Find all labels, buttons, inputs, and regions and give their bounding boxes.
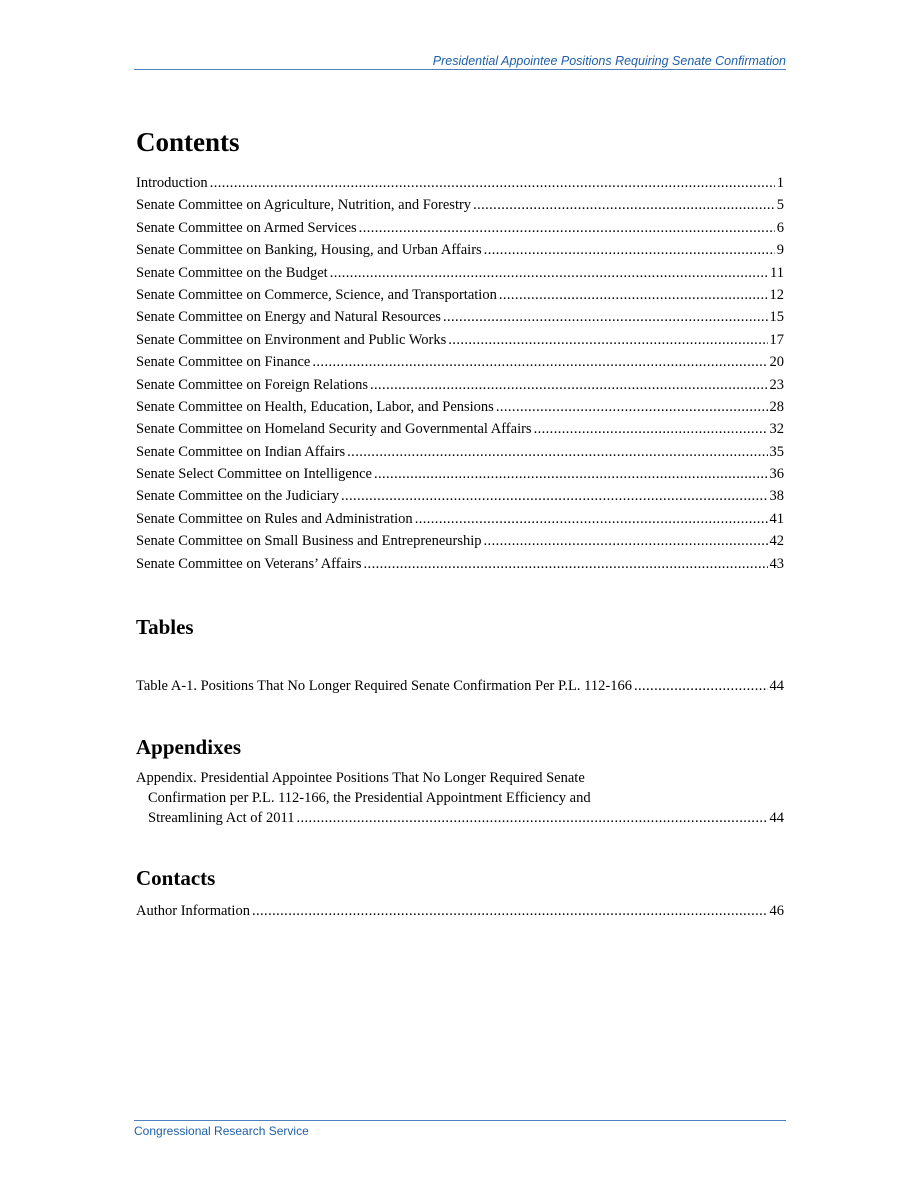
toc-entry-label: Senate Committee on Health, Education, Labor, and Pensions [136, 398, 494, 415]
dot-leader [341, 485, 768, 507]
toc-entry-label: Senate Committee on Commerce, Science, and Transportation [136, 286, 497, 303]
dot-leader [312, 351, 767, 373]
toc-entry-page: 11 [770, 264, 784, 281]
dot-leader [347, 441, 767, 463]
contents-list [136, 172, 784, 575]
toc-entry-label: Introduction [136, 175, 208, 191]
dot-leader [359, 217, 775, 239]
page-footer [134, 1120, 786, 1138]
toc-entry-label: Senate Committee on Environment and Public Works [136, 331, 447, 348]
toc-entry-label: Senate Committee on Veterans’ Affairs [136, 555, 362, 572]
toc-entry[interactable] [136, 675, 784, 697]
toc-entry-page: 36 [769, 466, 784, 483]
toc-entry-page: 6 [776, 219, 784, 236]
toc-entry-label: Senate Committee on Homeland Security and Governmental Affairs [136, 421, 532, 438]
dot-leader [443, 306, 768, 328]
toc-entry-page: 9 [776, 242, 784, 259]
toc-entry-page: 5 [776, 197, 784, 214]
toc-entry-page: 46 [769, 903, 784, 920]
dot-leader [499, 284, 768, 306]
dot-leader [364, 553, 768, 575]
running-header [134, 53, 786, 70]
dot-leader [370, 374, 768, 396]
toc-entry[interactable] [136, 508, 784, 530]
toc-entry-page: 42 [769, 533, 784, 550]
toc-entry-last-line [136, 809, 784, 829]
toc-entry-label: Senate Committee on Energy and Natural Resources [136, 309, 441, 326]
dot-leader [634, 675, 768, 697]
dot-leader [210, 172, 775, 194]
toc-entry-label: Senate Select Committee on Intelligence [136, 466, 372, 483]
toc-entry-label-line1: Appendix. Presidential Appointee Positions That No Longer Required Senate [136, 770, 585, 787]
toc-entry-label: Senate Committee on Banking, Housing, and Urban Affairs [136, 242, 482, 259]
tables-heading: Tables [136, 615, 194, 640]
toc-entry[interactable] [136, 418, 784, 440]
toc-entry[interactable] [136, 194, 784, 216]
toc-entry[interactable] [136, 329, 784, 351]
dot-leader [374, 463, 768, 485]
toc-entry[interactable] [136, 217, 784, 239]
toc-entry-page: 28 [769, 398, 784, 415]
dot-leader [296, 809, 767, 829]
toc-entry[interactable] [136, 900, 784, 922]
tables-list [136, 675, 784, 697]
toc-entry-page: 41 [769, 510, 784, 527]
toc-entry[interactable] [136, 441, 784, 463]
contacts-heading: Contacts [136, 866, 216, 891]
toc-entry-label: Senate Committee on Small Business and Entrepreneurship [136, 533, 482, 550]
toc-entry[interactable] [136, 306, 784, 328]
toc-entry-label: Senate Committee on Agriculture, Nutrition, and Forestry [136, 197, 472, 214]
dot-leader [534, 418, 768, 440]
toc-entry-label: Senate Committee on the Budget [136, 264, 328, 281]
toc-entry-page: 43 [769, 555, 784, 572]
toc-entry-label-line3: Streamlining Act of 2011 [148, 809, 295, 826]
toc-entry-page: 32 [769, 421, 784, 438]
contacts-list [136, 900, 784, 922]
toc-entry-page: 15 [769, 309, 784, 326]
toc-entry-label: Senate Committee on Indian Affairs [136, 443, 346, 460]
toc-entry[interactable] [136, 239, 784, 261]
dot-leader [330, 262, 768, 284]
toc-entry[interactable] [136, 463, 784, 485]
dot-leader [252, 900, 768, 922]
dot-leader [496, 396, 768, 418]
dot-leader [473, 194, 775, 216]
toc-entry-label-line2: Confirmation per P.L. 112-166, the Presidential Appointment Efficiency and [148, 790, 591, 807]
contents-heading: Contents [136, 127, 240, 157]
toc-entry-label: Senate Committee on Rules and Administration [136, 510, 413, 527]
toc-entry-page: 1 [776, 175, 784, 191]
toc-entry-label: Author Information [136, 903, 250, 920]
toc-entry[interactable] [136, 530, 784, 552]
toc-entry-label: Senate Committee on the Judiciary [136, 488, 339, 505]
toc-entry-page: 38 [769, 488, 784, 505]
toc-entry[interactable] [136, 553, 784, 575]
toc-entry-label: Senate Committee on Armed Services [136, 219, 357, 236]
toc-entry-page: 44 [769, 678, 784, 695]
toc-entry[interactable] [136, 351, 784, 373]
dot-leader [448, 329, 767, 351]
toc-entry-label: Senate Committee on Foreign Relations [136, 376, 368, 393]
toc-entry[interactable] [136, 396, 784, 418]
toc-entry[interactable] [136, 374, 784, 396]
dot-leader [484, 530, 768, 552]
toc-entry-page: 23 [769, 376, 784, 393]
toc-entry-appendix[interactable] [136, 769, 784, 828]
footer-text: Congressional Research Service [134, 1124, 309, 1138]
toc-entry[interactable] [136, 284, 784, 306]
toc-entry-page: 35 [769, 443, 784, 460]
toc-entry-label: Table A-1. Positions That No Longer Required Senate Confirmation Per P.L. 112-166 [136, 678, 632, 695]
toc-entry-label: Senate Committee on Finance [136, 354, 311, 371]
dot-leader [415, 508, 768, 530]
toc-entry-page: 12 [769, 286, 784, 303]
appendixes-heading: Appendixes [136, 735, 242, 760]
toc-entry-page: 44 [769, 809, 784, 826]
toc-entry-page: 17 [769, 331, 784, 348]
toc-entry[interactable] [136, 262, 784, 284]
toc-entry[interactable] [136, 172, 784, 194]
running-header-title: Presidential Appointee Positions Requiring Senate Confirmation [432, 54, 786, 68]
toc-entry-page: 20 [769, 354, 784, 371]
toc-entry[interactable] [136, 485, 784, 507]
dot-leader [484, 239, 775, 261]
document-body [136, 122, 784, 923]
